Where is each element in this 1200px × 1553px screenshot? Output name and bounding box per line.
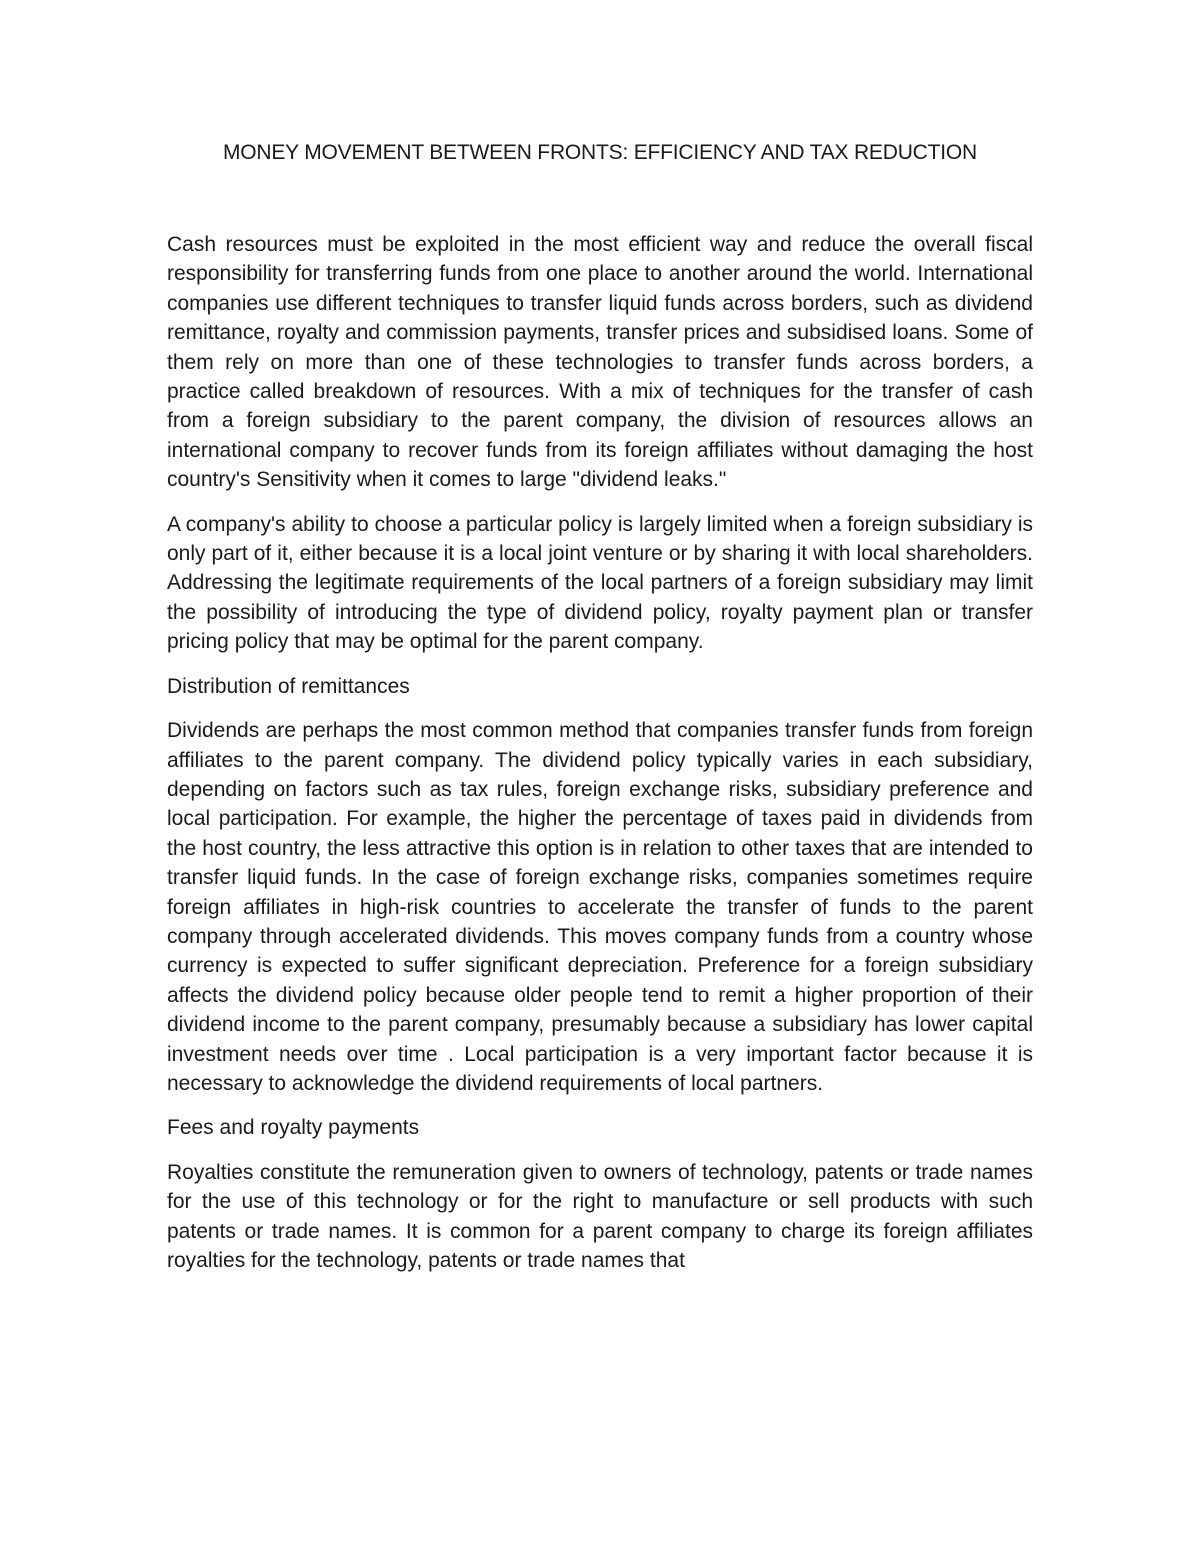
intro-paragraph-1: Cash resources must be exploited in the most efficient way and reduce the overall fiscal responsibility for transferring funds from one place to another around the world. International companies use different techniques to transfer liquid funds across borders, such as dividend remittance, royalty and commission payments, transfer prices and subsidised loans. Some of them rely on more than one of these technologies to transfer funds across borders, a practice called breakdown of resources. With a mix of techniques for the transfer of cash from a foreign subsidiary to the parent company, the division of resources allows an international company to recover funds from its foreign affiliates without damaging the host country's Sensitivity when it comes to large "dividend leaks." bbox=[167, 233, 1033, 492]
section-paragraph-remittances: Dividends are perhaps the most common method that companies transfer funds from foreign affiliates to the parent company. The dividend policy typically varies in each subsidiary, depending on factors such as tax rules, foreign exchange risks, subsidiary preference and local participation. For example, the higher the percentage of taxes paid in dividends from the host country, the less attractive this option is in relation to other taxes that are intended to transfer liquid funds. In the case of foreign exchange risks, companies sometimes require foreign affiliates in high-risk countries to accelerate the transfer of funds to the parent company through accelerated dividends. This moves company funds from a country whose currency is expected to suffer significant depreciation. Preference for a foreign subsidiary affects the dividend policy because older people tend to remit a higher proportion of their dividend income to the parent company, presumably because a subsidiary has lower capital investment needs over time . Local participation is a very important factor because it is necessary to acknowledge the dividend requirements of local partners. bbox=[167, 719, 1033, 1095]
document-page bbox=[167, 138, 1033, 1290]
document-title: MONEY MOVEMENT BETWEEN FRONTS: EFFICIENCY AND TAX REDUCTION bbox=[222, 141, 977, 164]
section-heading-royalties: Fees and royalty payments bbox=[167, 1116, 420, 1140]
intro-paragraph-2: A company's ability to choose a particular policy is largely limited when a foreign subsidiary is only part of it, either because it is a local joint venture or by sharing it with local shareholders. Addressing the legitimate requirements of the local partners of a foreign subsidiary may limit the possibility of introducing the type of dividend policy, royalty payment plan or transfer pricing policy that may be optimal for the parent company. bbox=[167, 512, 1033, 654]
section-paragraph-royalties: Royalties constitute the remuneration given to owners of technology, patents or trade names for the use of this technology or for the right to manufacture or sell products with such patents or trade names. It is common for a parent company to charge its foreign affiliates royalties for the technology, patents or trade names that bbox=[167, 1160, 1033, 1272]
section-heading-remittances: Distribution of remittances bbox=[167, 674, 410, 698]
